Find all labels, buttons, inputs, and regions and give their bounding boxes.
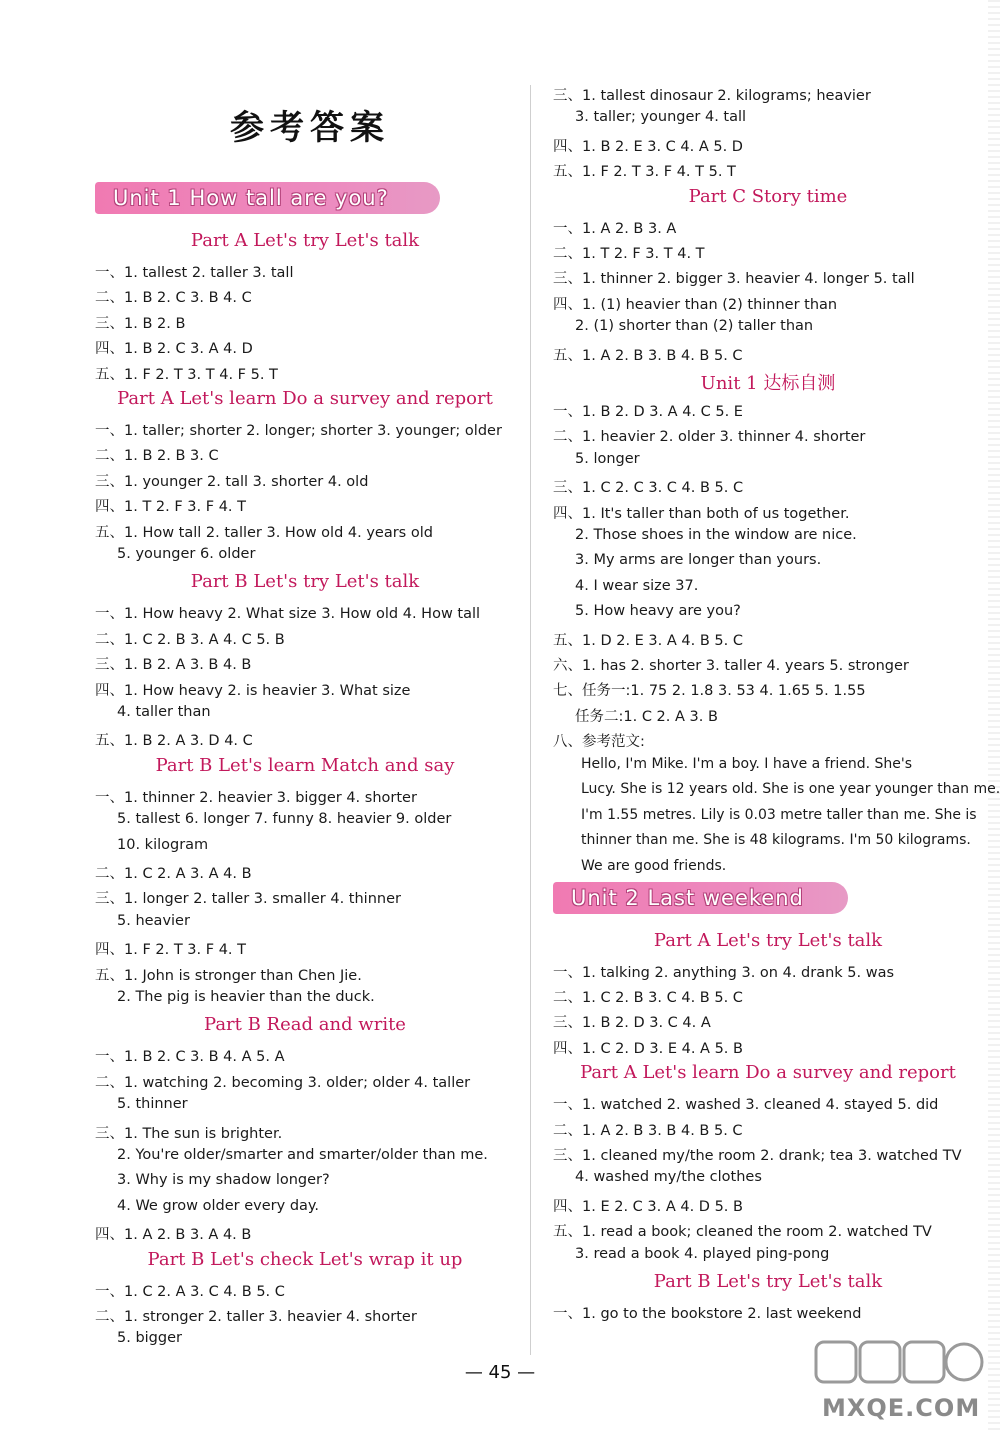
answer-line: 10. kilogram (117, 836, 209, 853)
answer-line: 二、1. B 2. C 3. B 4. C (95, 290, 252, 307)
answer-line: 五、1. D 2. E 3. A 4. B 5. C (553, 632, 743, 649)
answer-line: 五、1. A 2. B 3. B 4. B 5. C (553, 347, 743, 364)
answer-line: 5. bigger (117, 1330, 182, 1347)
section-heading: Part B Let's try Let's talk (653, 1271, 883, 1292)
answer-line: 六、1. has 2. shorter 3. taller 4. years 5. stronger (553, 658, 909, 674)
answer-line: 一、1. C 2. A 3. C 4. B 5. C (95, 1283, 285, 1300)
answer-line: 一、1. B 2. C 3. B 4. A 5. A (95, 1049, 285, 1066)
section-heading: Part A Let's try Let's talk (190, 230, 420, 251)
answer-line: 5. longer (575, 450, 640, 467)
answer-line: 三、1. thinner 2. bigger 3. heavier 4. longer 5. tall (553, 271, 915, 288)
answer-line: 二、1. A 2. B 3. B 4. B 5. C (553, 1122, 743, 1139)
answer-line: 2. Those shoes in the window are nice. (575, 527, 857, 543)
answer-line: 三、1. tallest dinosaur 2. kilograms; heavier (553, 88, 871, 104)
answer-line: 二、1. T 2. F 3. T 4. T (553, 246, 705, 262)
answer-line: 2. The pig is heavier than the duck. (117, 989, 375, 1005)
answer-line: 二、1. C 2. B 3. A 4. C 5. B (95, 631, 285, 648)
essay-line: We are good friends. (581, 858, 727, 874)
page-number: — 45 — (464, 1362, 536, 1383)
answer-line: 三、1. The sun is brighter. (95, 1125, 283, 1142)
answer-line: 二、1. watching 2. becoming 3. older; older 4. taller (95, 1074, 471, 1091)
answer-line: 四、1. F 2. T 3. F 4. T (95, 942, 246, 959)
answer-line: 一、1. How heavy 2. What size 3. How old 4. How tall (95, 606, 481, 623)
section-heading: Part A Let's learn Do a survey and report (580, 1062, 956, 1084)
answer-line: 4. taller than (117, 704, 211, 720)
answer-line: 二、1. stronger 2. taller 3. heavier 4. shorter (95, 1309, 417, 1325)
answer-line: 2. (1) shorter than (2) taller than (575, 318, 814, 335)
answer-line: 4. I wear size 37. (575, 577, 699, 594)
answer-line: 3. My arms are longer than yours. (575, 552, 822, 569)
answer-line: 5. tallest 6. longer 7. funny 8. heavier 9. older (117, 811, 452, 828)
page-title: 参考答案 (230, 108, 390, 148)
answer-line: 4. We grow older every day. (117, 1197, 320, 1214)
answer-line: 五、1. How tall 2. taller 3. How old 4. years old (95, 524, 433, 541)
section-heading: Part B Let's check Let's wrap it up (147, 1248, 463, 1270)
section-heading: Unit 1 达标自测 (700, 373, 836, 394)
section-heading: Part B Let's learn Match and say (155, 754, 455, 776)
answer-line: 四、1. How heavy 2. is heavier 3. What size (95, 682, 411, 699)
unit-banner: Unit 1 How tall are you? (95, 182, 440, 214)
answer-line: 3. read a book 4. played ping-pong (575, 1245, 830, 1262)
answer-line: 四、1. A 2. B 3. A 4. B (95, 1227, 252, 1244)
page-edge (988, 0, 1000, 1430)
answer-line: 五、1. John is stronger than Chen Jie. (95, 967, 362, 984)
answer-line: 4. washed my/the clothes (575, 1169, 762, 1186)
section-heading: Part A Let's try Let's talk (653, 929, 883, 951)
answer-line: 5. thinner (117, 1096, 188, 1113)
answer-line: 二、1. B 2. B 3. C (95, 448, 219, 465)
answer-line: 三、1. B 2. A 3. B 4. B (95, 657, 252, 674)
section-heading: Part B Let's try Let's talk (190, 571, 420, 593)
answer-line: 一、1. talking 2. anything 3. on 4. drank 5. was (553, 964, 895, 981)
answer-line: 三、1. C 2. C 3. C 4. B 5. C (553, 480, 744, 497)
watermark-text: MXQE.COM (822, 1394, 981, 1422)
essay-line: Lucy. She is 12 years old. She is one year younger than me. (581, 781, 1000, 798)
answer-line: 三、1. B 2. D 3. C 4. A (553, 1015, 711, 1032)
answer-line: 八、参考范文: (553, 734, 645, 751)
answer-line: 一、1. A 2. B 3. A (553, 220, 677, 237)
answer-line: 3. taller; younger 4. tall (575, 109, 747, 126)
answer-line: 5. heavier (117, 912, 190, 929)
answer-line: 任务二:1. C 2. A 3. B (575, 708, 718, 725)
section-heading: Part B Read and write (204, 1014, 406, 1036)
answer-line: 一、1. tallest 2. taller 3. tall (95, 265, 294, 281)
answer-line: 5. How heavy are you? (575, 603, 741, 620)
answer-line: 一、1. taller; shorter 2. longer; shorter 3. younger; older (95, 423, 502, 439)
answer-line: 三、1. B 2. B (95, 315, 186, 332)
answer-line: 三、1. cleaned my/the room 2. drank; tea 3. watched TV (553, 1148, 962, 1164)
answer-line: 四、1. B 2. C 3. A 4. D (95, 341, 253, 358)
column-divider (530, 85, 531, 1355)
answer-line: 五、1. F 2. T 3. F 4. T 5. T (553, 164, 736, 181)
answer-line: 3. Why is my shadow longer? (117, 1172, 330, 1189)
answer-line: 5. younger 6. older (117, 546, 256, 562)
answer-line: 五、1. read a book; cleaned the room 2. watched TV (553, 1224, 932, 1241)
answer-line: 五、1. F 2. T 3. T 4. F 5. T (95, 366, 278, 383)
answer-line: 三、1. younger 2. tall 3. shorter 4. old (95, 473, 369, 490)
answer-line: 2. You're older/smarter and smarter/older than me. (117, 1147, 488, 1163)
answer-line: 五、1. B 2. A 3. D 4. C (95, 733, 253, 750)
answer-line: 四、1. B 2. E 3. C 4. A 5. D (553, 138, 743, 155)
answer-line: 四、1. (1) heavier than (2) thinner than (553, 296, 838, 313)
essay-line: I'm 1.55 metres. Lily is 0.03 metre taller than me. She is (581, 806, 977, 823)
section-heading: Part A Let's learn Do a survey and report (117, 388, 493, 409)
answer-line: 一、1. watched 2. washed 3. cleaned 4. stayed 5. did (553, 1097, 939, 1114)
essay-line: Hello, I'm Mike. I'm a boy. I have a friend. She's (581, 755, 913, 772)
answer-line: 四、1. It's taller than both of us together. (553, 505, 850, 522)
answer-line: 一、1. go to the bookstore 2. last weekend (553, 1306, 862, 1322)
answer-line: 二、1. C 2. A 3. A 4. B (95, 866, 252, 882)
answer-line: 二、1. heavier 2. older 3. thinner 4. shorter (553, 429, 866, 446)
section-heading: Part C Story time (688, 185, 848, 207)
answer-line: 二、1. C 2. B 3. C 4. B 5. C (553, 990, 743, 1006)
answer-line: 一、1. B 2. D 3. A 4. C 5. E (553, 404, 743, 420)
answer-line: 三、1. longer 2. taller 3. smaller 4. thinner (95, 891, 401, 908)
answer-line: 一、1. thinner 2. heavier 3. bigger 4. shorter (95, 789, 417, 806)
answer-line: 四、1. C 2. D 3. E 4. A 5. B (553, 1040, 743, 1057)
answer-line: 七、任务一:1. 75 2. 1.8 3. 53 4. 1.65 5. 1.55 (553, 683, 866, 700)
answer-line: 四、1. E 2. C 3. A 4. D 5. B (553, 1198, 743, 1215)
unit-banner: Unit 2 Last weekend (553, 882, 848, 914)
answer-line: 四、1. T 2. F 3. F 4. T (95, 499, 246, 516)
essay-line: thinner than me. She is 48 kilograms. I'm 50 kilograms. (581, 832, 971, 849)
